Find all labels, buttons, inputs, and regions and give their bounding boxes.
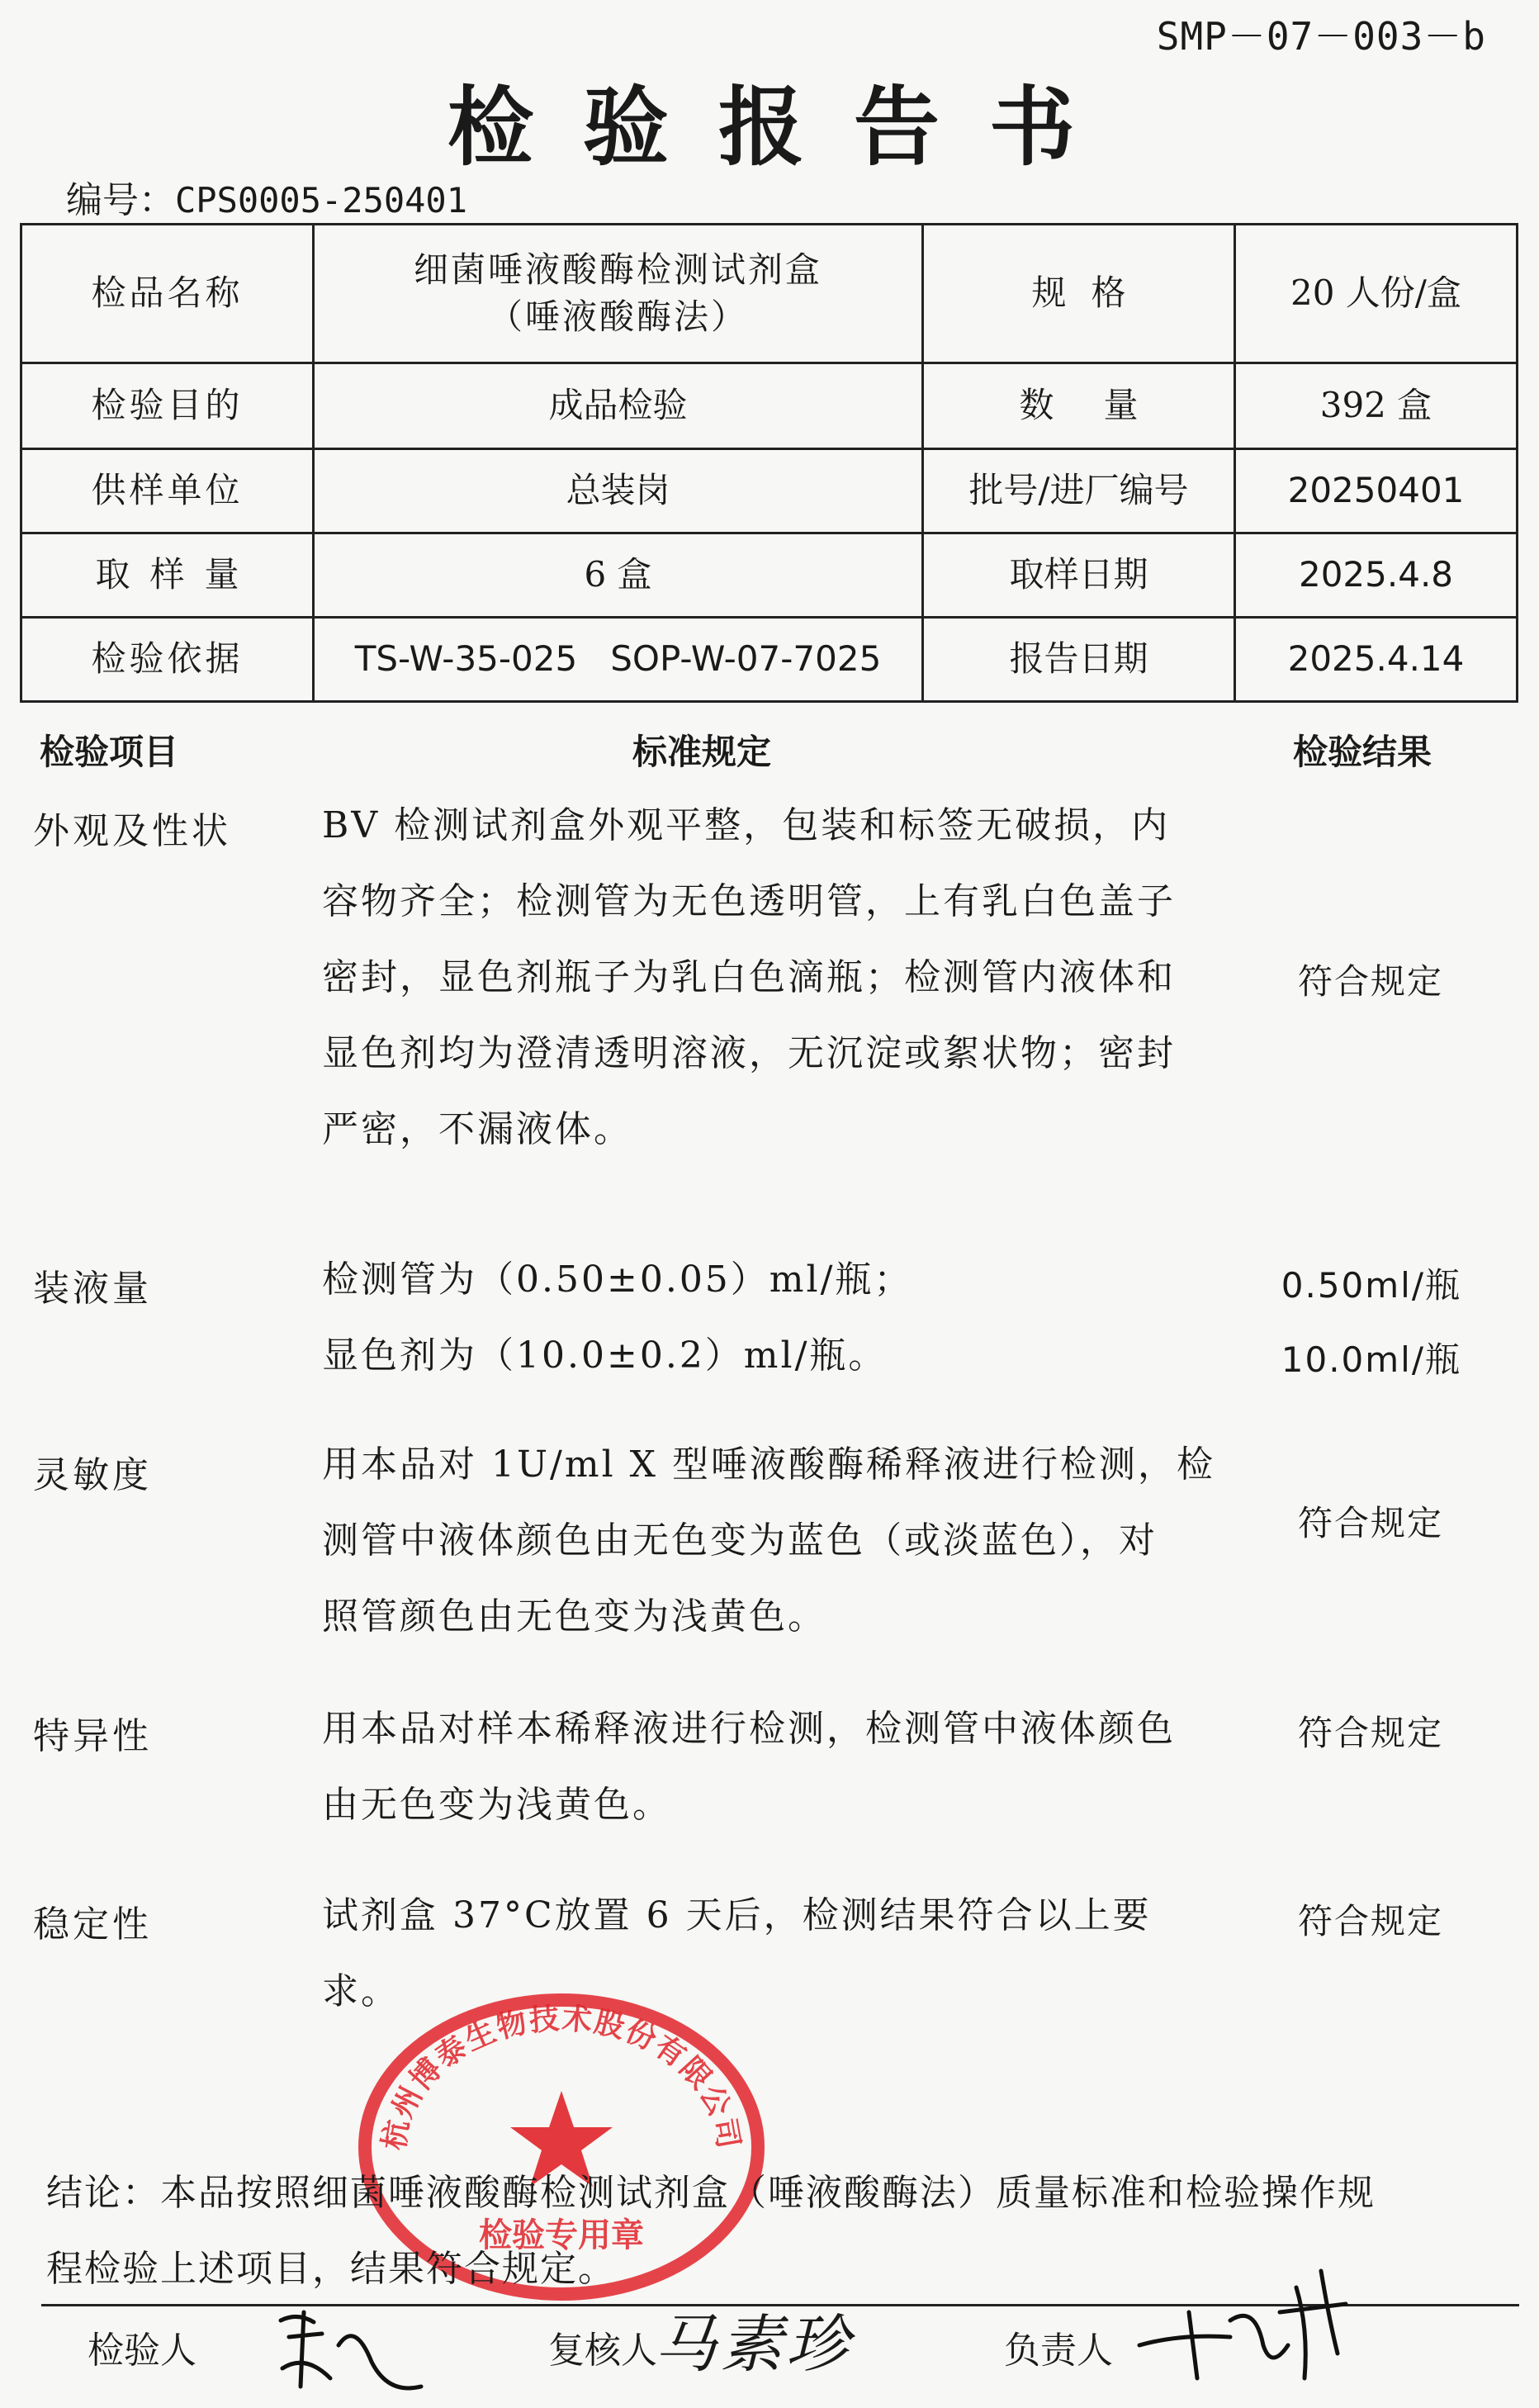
purpose-label: 检验目的 [21, 363, 314, 449]
item-appearance-name: 外观及性状 [33, 810, 231, 852]
item-appearance-standard [322, 788, 1222, 1168]
product-name-line1: 细菌唾液酸酶检测试剂盒 [413, 249, 822, 290]
item-sensitivity-standard [322, 1427, 1222, 1655]
manager-signature [1131, 2254, 1379, 2387]
column-header-result: 检验结果 [1293, 732, 1432, 772]
standard-line: 试剂盒 37°C放置 6 天后，检测结果符合以上要求。 [322, 1894, 1152, 2012]
item-fill-volume-result-2: 10.0ml/瓶 [1281, 1339, 1461, 1380]
serial-value: CPS0005-250401 [175, 180, 468, 220]
batch-label: 批号/进厂编号 [923, 449, 1235, 533]
standard-line: 显色剂为（10.0±0.2）ml/瓶。 [322, 1334, 888, 1377]
standard-line: 检测管为（0.50±0.05）ml/瓶； [322, 1259, 913, 1301]
svg-text:检验专用章: 检验专用章 [479, 2216, 644, 2254]
table-row [21, 618, 1518, 702]
standard-line: 密封，显色剂瓶子为乳白色滴瓶；检测管内液体和 [322, 956, 1176, 998]
supplier-label: 供样单位 [21, 449, 314, 533]
serial-label: 编号： [66, 179, 175, 221]
conclusion-line-2: 程检验上述项目，结果符合规定。 [46, 2248, 616, 2290]
product-name-label: 检品名称 [21, 225, 314, 363]
inspector-label: 检验人 [88, 2330, 197, 2372]
item-fill-volume-standard [322, 1242, 1222, 1394]
item-appearance-result: 符合规定 [1297, 961, 1443, 1002]
standard-line: 严密，不漏液体。 [322, 1108, 632, 1150]
conclusion-line-1: 结论：本品按照细菌唾液酸酶检测试剂盒（唾液酸酶法）质量标准和检验操作规 [46, 2172, 1376, 2214]
quantity-value: 392 盒 [1235, 363, 1518, 449]
sample-date-value: 2025.4.8 [1235, 533, 1518, 618]
product-name-value [314, 225, 923, 363]
sample-amount-value: 6 盒 [314, 533, 923, 618]
table-row [21, 449, 1518, 533]
product-name-line2: （唾液酸酶法） [487, 296, 748, 337]
item-sensitivity-name: 灵敏度 [33, 1454, 152, 1496]
svg-text:杭州博泰生物技术股份有限公司: 杭州博泰生物技术股份有限公司 [376, 2001, 746, 2153]
report-date-label: 报告日期 [923, 618, 1235, 702]
sample-date-label: 取样日期 [923, 533, 1235, 618]
manager-label: 负责人 [1004, 2330, 1113, 2372]
standard-line: 照管颜色由无色变为浅黄色。 [322, 1595, 826, 1638]
column-header-item: 检验项目 [40, 732, 179, 772]
inspector-signature [264, 2287, 438, 2403]
serial-number [66, 170, 467, 223]
batch-value: 20250401 [1235, 449, 1518, 533]
purpose-value: 成品检验 [314, 363, 923, 449]
spec-value: 20 人份/盒 [1235, 225, 1518, 363]
standard-line: 用本品对样本稀释液进行检测，检测管中液体颜色 [322, 1708, 1176, 1750]
table-row [21, 225, 1518, 363]
standard-line: 测管中液体颜色由无色变为蓝色（或淡蓝色），对 [322, 1519, 1158, 1562]
basis-value: TS-W-35-025 SOP-W-07-7025 [314, 618, 923, 702]
table-row [21, 533, 1518, 618]
item-specificity-name: 特异性 [33, 1715, 152, 1757]
info-table [20, 223, 1518, 703]
item-sensitivity-result: 符合规定 [1297, 1503, 1443, 1543]
item-stability-name: 稳定性 [33, 1903, 152, 1946]
standard-line: BV 检测试剂盒外观平整，包装和标签无破损，内 [322, 804, 1171, 846]
standard-line: 容物齐全；检测管为无色透明管，上有乳白色盖子 [322, 880, 1176, 922]
item-specificity-result: 符合规定 [1297, 1713, 1443, 1753]
spec-label: 规格 [923, 225, 1235, 363]
sample-amount-label: 取样量 [21, 533, 314, 618]
column-header-standard: 标准规定 [632, 732, 772, 772]
item-specificity-standard [322, 1691, 1222, 1843]
table-row [21, 363, 1518, 449]
standard-line: 由无色变为浅黄色。 [322, 1784, 671, 1826]
supplier-value: 总装岗 [314, 449, 923, 533]
item-fill-volume-result-1: 0.50ml/瓶 [1281, 1265, 1461, 1306]
standard-line: 用本品对 1U/ml X 型唾液酸酶稀释液进行检测，检 [322, 1443, 1215, 1486]
reviewer-label: 复核人 [548, 2330, 657, 2372]
quantity-label: 数量 [923, 363, 1235, 449]
document-code: SMP－07－003－b [1156, 14, 1486, 59]
item-fill-volume-name: 装液量 [33, 1268, 152, 1310]
reviewer-signature: 马素珍 [654, 2307, 852, 2381]
page-title: 检验报告书 [447, 76, 1125, 178]
standard-line: 显色剂均为澄清透明溶液，无沉淀或絮状物；密封 [322, 1032, 1176, 1074]
item-stability-result: 符合规定 [1297, 1901, 1443, 1941]
report-date-value: 2025.4.14 [1235, 618, 1518, 702]
basis-label: 检验依据 [21, 618, 314, 702]
